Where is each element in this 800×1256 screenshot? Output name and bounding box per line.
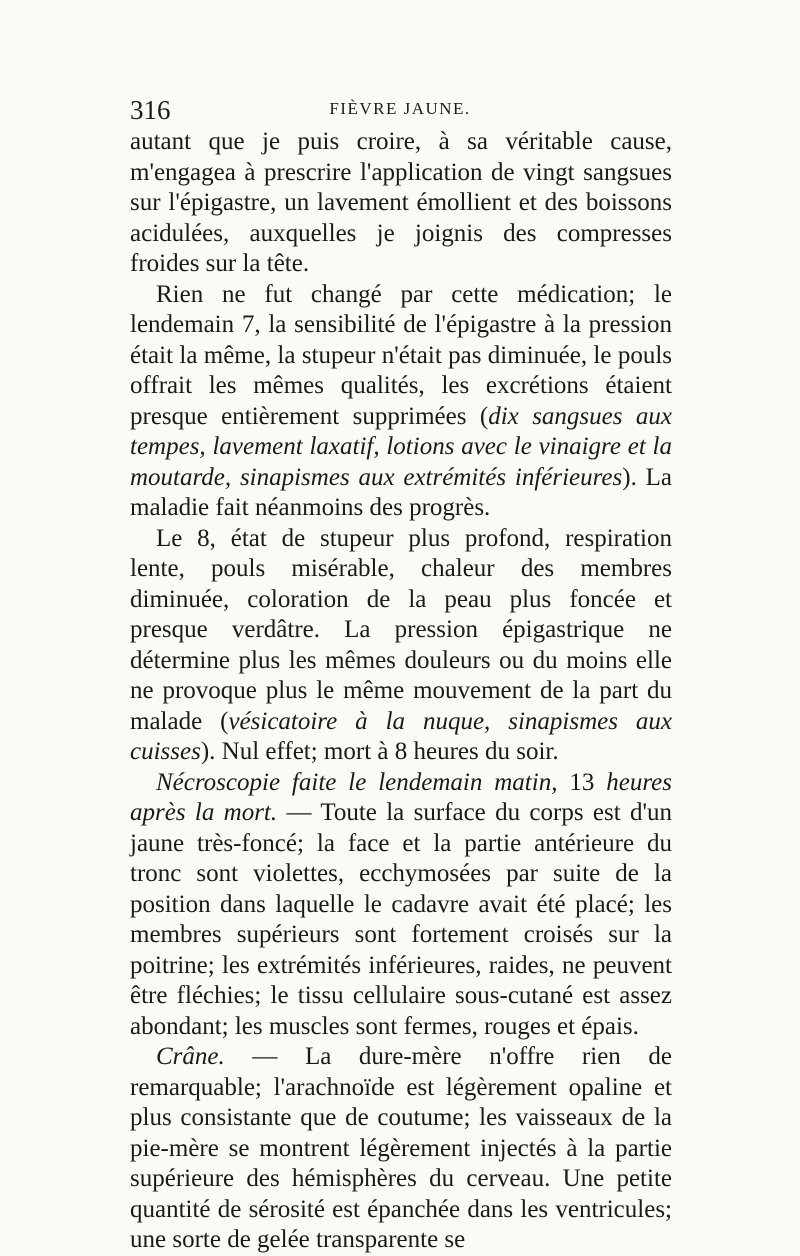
running-title: FIÈVRE JAUNE. bbox=[329, 99, 471, 118]
page-number: 316 bbox=[130, 95, 171, 125]
treatment-note: dix sangsues aux tempes, lavement laxatif, lotions avec le vinaigre et la moutarde, sinapismes aux extrémités inférieures bbox=[130, 402, 672, 491]
treatment-note: vésicatoire à la nuque, sinapismes aux cuisses bbox=[130, 707, 672, 765]
paragraph-text: ). Nul effet; mort à 8 heures du soir. bbox=[200, 738, 559, 765]
page-header bbox=[130, 95, 670, 125]
paragraph-text: Le 8, état de stupeur plus profond, respiration lente, pouls misérable, chaleur des membres diminuée, coloration de la peau plus foncée et presque verdâtre. La pression épigastrique ne détermine plus les mêmes douleurs ou du moins elle ne provoque plus le même mouvement de la part du malade ( bbox=[130, 524, 672, 735]
section-heading-necropsy: Nécroscopie faite le lendemain matin, bbox=[156, 768, 558, 796]
paragraph-skull bbox=[130, 1042, 672, 1256]
section-heading-skull: Crâne. bbox=[156, 1043, 225, 1070]
paragraph-day-8 bbox=[130, 524, 672, 768]
paragraph-text: Rien ne fut changé par cette médication; le lendemain 7, la sensibilité de l'épigastre à la pression était la même, la stupeur n'était pas diminuée, le pouls offrait les mêmes qualités, les excrétions étaient presque entièrement supprimées ( bbox=[130, 280, 672, 430]
paragraph-necropsy bbox=[130, 768, 672, 1043]
paragraph-text: autant que je puis croire, à sa véritable cause, m'engagea à prescrire l'application de vingt sangsues sur l'épigastre, un lavement émollient et des boissons acidulées, auxquelles je joignis des compresses froides sur la tête. bbox=[130, 128, 672, 277]
paragraph-text: ). La maladie fait néanmoins des progrès. bbox=[130, 463, 672, 521]
paragraph-day-7 bbox=[130, 280, 672, 524]
paragraph-text: — La dure-mère n'offre rien de remarquable; l'arachnoïde est légèrement opaline et plus consistante que de coutume; les vaisseaux de la pie-mère se montrent légèrement injectés à la partie supérieure des hémisphères du cerveau. Une petite quantité de sérosité est épanchée dans les ventricules; une sorte de gelée transparente se bbox=[130, 1043, 672, 1253]
paragraph-text: — Toute la surface du corps est d'un jaune très-foncé; la face et la partie antérieure du tronc sont violettes, ecchymosées par suite de la position dans laquelle le cadavre avait été placé; les membres supérieurs sont fortement croisés sur la poitrine; les extrémités inférieures, raides, ne peuvent être fléchies; le tissu cellulaire sous-cutané est assez abondant; les muscles sont fermes, rouges et épais. bbox=[130, 799, 672, 1040]
body-text bbox=[130, 127, 672, 1256]
section-heading-necropsy-end: heures après la mort. bbox=[130, 768, 672, 826]
paragraph-continuation bbox=[130, 127, 672, 280]
hours-count: 13 bbox=[557, 768, 607, 796]
